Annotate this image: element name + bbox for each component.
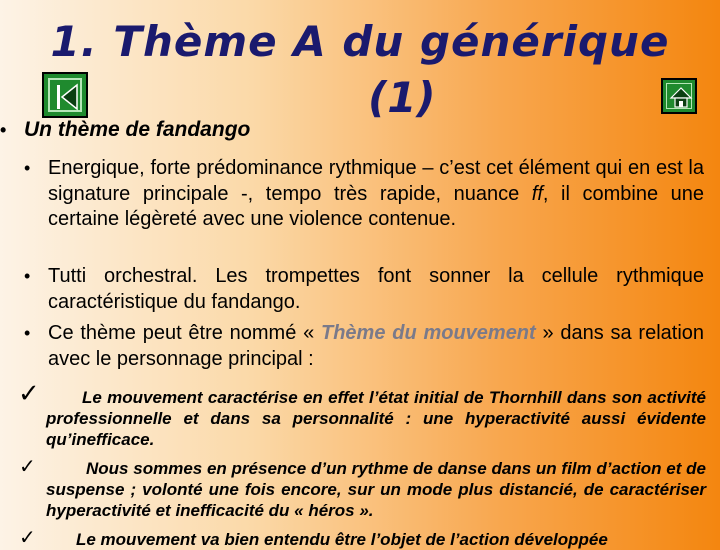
bullet-dot: • (24, 158, 31, 178)
bullet-item (24, 321, 705, 372)
bullet-item (24, 156, 705, 233)
checkmark-icon: ✓ (19, 527, 36, 549)
bullet-text: Energique, forte prédominance rythmique – c’est cet élément qui en est la signature principale -, tempo très rapide, nuance (48, 157, 704, 205)
bullet-dot: • (0, 120, 7, 140)
home-icon (666, 83, 692, 109)
bullet-item (24, 264, 704, 315)
subheading-text: Un thème de fandango (24, 118, 251, 141)
home-button[interactable] (661, 78, 697, 114)
nuance-ff: ff (531, 182, 543, 205)
checkmark-icon: ✓ (19, 456, 36, 478)
bullet-text-cont: » dans sa relation avec le personnage principal : (48, 322, 705, 370)
bullet-dot: • (24, 266, 31, 286)
subheading (0, 118, 251, 142)
check-item (18, 378, 706, 450)
theme-name-highlight: Thème du mouvement (321, 322, 536, 344)
first-slide-button[interactable] (42, 72, 88, 118)
check-item (19, 456, 706, 521)
first-slide-icon (48, 78, 82, 112)
slide-title: 1. Thème A du générique (50, 17, 670, 66)
check-text: Le mouvement va bien entendu être l’objet de l’action développée (76, 530, 608, 549)
slide-title-part2: (1) (368, 73, 436, 122)
check-text: Nous sommes en présence d’un rythme de danse dans un film d’action et de suspense ; volonté une fois encore, sur un mode plus distancié, de caractériser hyperactivité et inefficacité du « héros ». (46, 459, 706, 520)
bullet-text-cont: , il combine une certaine légèreté avec une violence contenue. (48, 182, 705, 230)
bullet-text: Ce thème peut être nommé « (48, 322, 321, 344)
bullet-dot: • (24, 323, 31, 343)
bullet-text: Tutti orchestral. Les trompettes font sonner la cellule rythmique caractéristique du fandango. (48, 265, 704, 313)
checkmark-icon: ✓ (18, 378, 40, 408)
check-text: Le mouvement caractérise en effet l’état initial de Thornhill dans son activité professionnelle et dans sa personnalité : une hyperactivité aussi évidente qu’inefficace. (46, 388, 706, 449)
